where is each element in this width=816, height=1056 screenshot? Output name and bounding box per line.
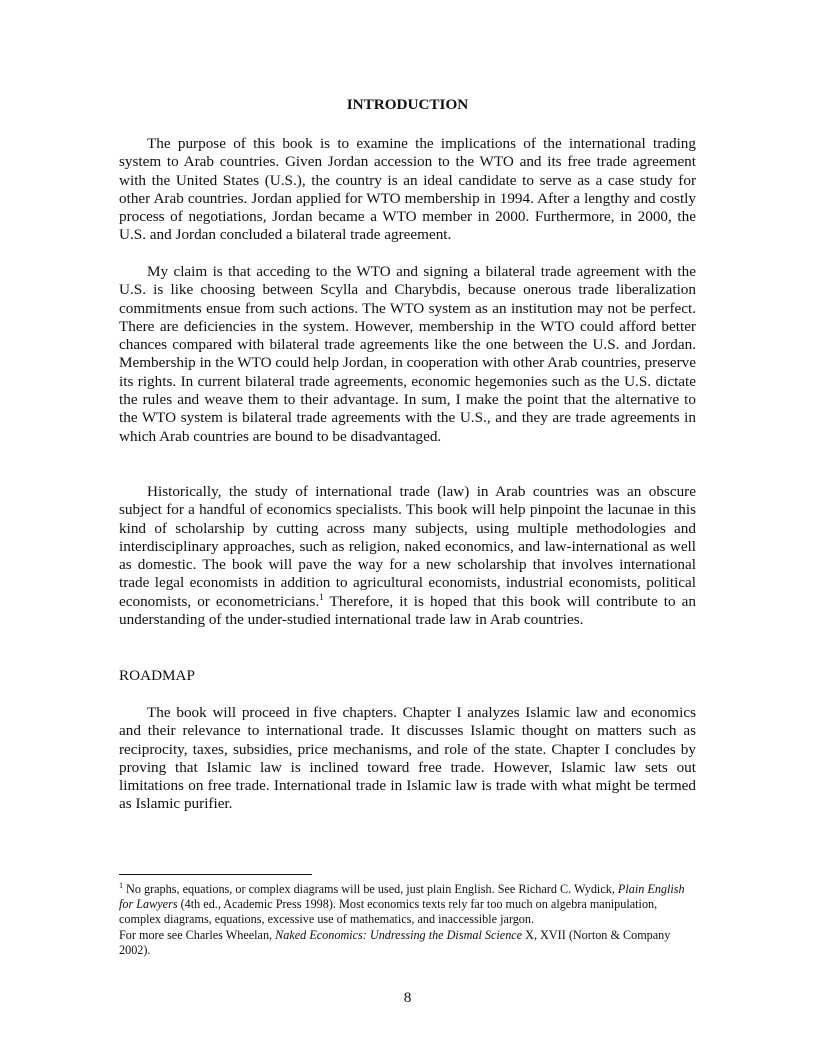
footnote-number: 1	[119, 880, 123, 890]
paragraph-roadmap: The book will proceed in five chapters. Chapter I analyzes Islamic law and economics and their relevance to international trade. It discusses Islamic thought on matters such as reciprocity, taxes, subsidies, price mechanisms, and role of the state. Chapter I concludes by proving that Islamic law is inclined toward free trade. However, Islamic law sets out limitations on free trade. International trade in Islamic law is trade with what might be termed as Islamic purifier.	[119, 704, 696, 813]
paragraph-history-text-continued: Therefore, it is hoped that this book will contribute to an understanding of the under-studied international trade law in Arab countries.	[119, 592, 696, 629]
footnote-text: No graphs, equations, or complex diagrams will be used, just plain English. See Richard C. Wydick,	[123, 882, 618, 896]
footnote-text: For more see Charles Wheelan,	[119, 927, 276, 942]
footnote-title-naked-economics: Naked Economics: Undressing the Dismal Science	[275, 927, 523, 942]
footnote-title-plain-english: Plain English for Lawyers	[119, 882, 685, 912]
page-number: 8	[403, 989, 412, 1006]
paragraph-history-text: Historically, the study of international trade (law) in Arab countries was an obscure subject for a handful of economics specialists. This book will help pinpoint the lacunae in this kind of scholarship by cutting across many subjects, using multiple methodologies and interdisciplinary approaches, such as religion, naked economics, and law-international as well as domestic. The book will pave the way for a new scholarship that involves international trade legal economists in addition to agricultural economists, industrial economists, political economists, or econometricians.	[119, 483, 696, 610]
paragraph-claim: My claim is that acceding to the WTO and signing a bilateral trade agreement with the U.S. is like choosing between Scylla and Charybdis, because onerous trade liberalization commitments ensue from such actions. The WTO system as an institution may not be perfect. There are deficiencies in the system. However, membership in the WTO could afford better chances compared with bilateral trade agreements like the one between the U.S. and Jordan. Membership in the WTO could help Jordan, in cooperation with other Arab countries, preserve its rights. In current bilateral trade agreements, economic hegemonies such as the U.S. dictate the rules and weave them to their advantage. In sum, I make the point that the alternative to the WTO system is bilateral trade agreements with the U.S., and they are trade agreements in which Arab countries are bound to be disadvantaged.	[119, 263, 696, 445]
footnote-separator	[119, 874, 312, 875]
chapter-heading: INTRODUCTION	[346, 96, 469, 113]
section-heading-roadmap: ROADMAP	[119, 667, 195, 684]
paragraph-purpose: The purpose of this book is to examine the implications of the international trading system to Arab countries. Given Jordan accession to the WTO and its free trade agreement with the United States (U.S.), the country is an ideal candidate to serve as a case study for other Arab countries. Jordan applied for WTO membership in 1994. After a lengthy and costly process of negotiations, Jordan became a WTO member in 2000. Furthermore, in 2000, the U.S. and Jordan concluded a bilateral trade agreement.	[119, 135, 696, 244]
footnote-text: (4th ed., Academic Press 1998). Most economics texts rely far too much on algebra manipulation, complex diagrams, equations, excessive use of mathematics, and inaccessible jargon.	[119, 897, 658, 927]
paragraph-history	[119, 483, 696, 629]
footnote-reference[interactable]: 1	[319, 591, 324, 602]
footnote-text: X, XVII (Norton & Company 2002).	[119, 927, 671, 957]
footnote	[119, 882, 696, 958]
